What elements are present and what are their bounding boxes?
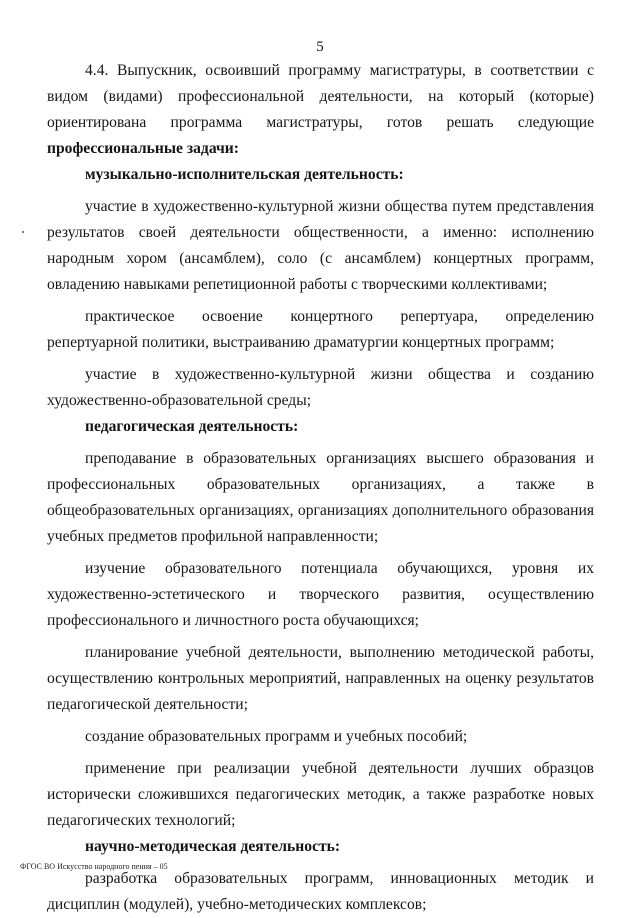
paragraph-pedagogical-2: изучение образовательного потенциала обучающихся, уровня их художественно-эстетического и творческого развития, осуществлению профессионального и личностного роста обучающихся; — [47, 560, 594, 629]
paragraph-musical-1: участие в художественно-культурной жизни общества путем представления результатов своей деятельности общественности, а именно: исполнению народным хором (ансамблем), соло (с ансамблем) концертных программ, овладению навыками репетиционной работы с творческими коллективами; — [47, 198, 594, 293]
intro-text: 4.4. Выпускник, освоивший программу магистратуры, в соответствии с видом (видами) профессиональной деятельности, на который (которые) ориентирована программа магистратуры, готов решать следующие — [47, 62, 594, 131]
heading-scientific-methodical: научно-методическая деятельность: — [85, 838, 341, 855]
intro-bold-text: профессиональные задачи: — [47, 140, 239, 157]
footer-standard-code: ФГОС ВО Искусство народного пения – 05 — [20, 862, 168, 871]
paragraph-intro — [47, 58, 594, 162]
paragraph-scientific-1: разработка образовательных программ, инновационных методик и дисциплин (модулей), учебно-методических комплексов; — [47, 870, 594, 913]
document-body — [47, 58, 594, 918]
paragraph-pedagogical-1: преподавание в образовательных организациях высшего образования и профессиональных образовательных организациях, а также в общеобразовательных организациях, организациях дополнительного образования учебных предметов профильной направленности; — [47, 450, 594, 545]
heading-musical-performance: музыкально-исполнительская деятельность: — [85, 166, 404, 183]
paragraph-pedagogical-3: планирование учебной деятельности, выполнению методической работы, осуществлению контрольных мероприятий, направленных на оценку результатов педагогической деятельности; — [47, 644, 594, 713]
paragraph-musical-3: участие в художественно-культурной жизни общества и созданию художественно-образовательной среды; — [47, 366, 594, 409]
page-number: 5 — [316, 39, 324, 55]
heading-pedagogical: педагогическая деятельность: — [85, 418, 299, 435]
paragraph-pedagogical-4: создание образовательных программ и учебных пособий; — [85, 728, 468, 745]
paragraph-pedagogical-5: применение при реализации учебной деятельности лучших образцов исторически сложившихся педагогических методик, а также разработке новых педагогических технологий; — [47, 760, 594, 829]
paragraph-musical-2: практическое освоение концертного репертуара, определению репертуарной политики, выстраиванию драматургии концертных программ; — [47, 308, 594, 351]
scan-speck — [22, 231, 24, 233]
